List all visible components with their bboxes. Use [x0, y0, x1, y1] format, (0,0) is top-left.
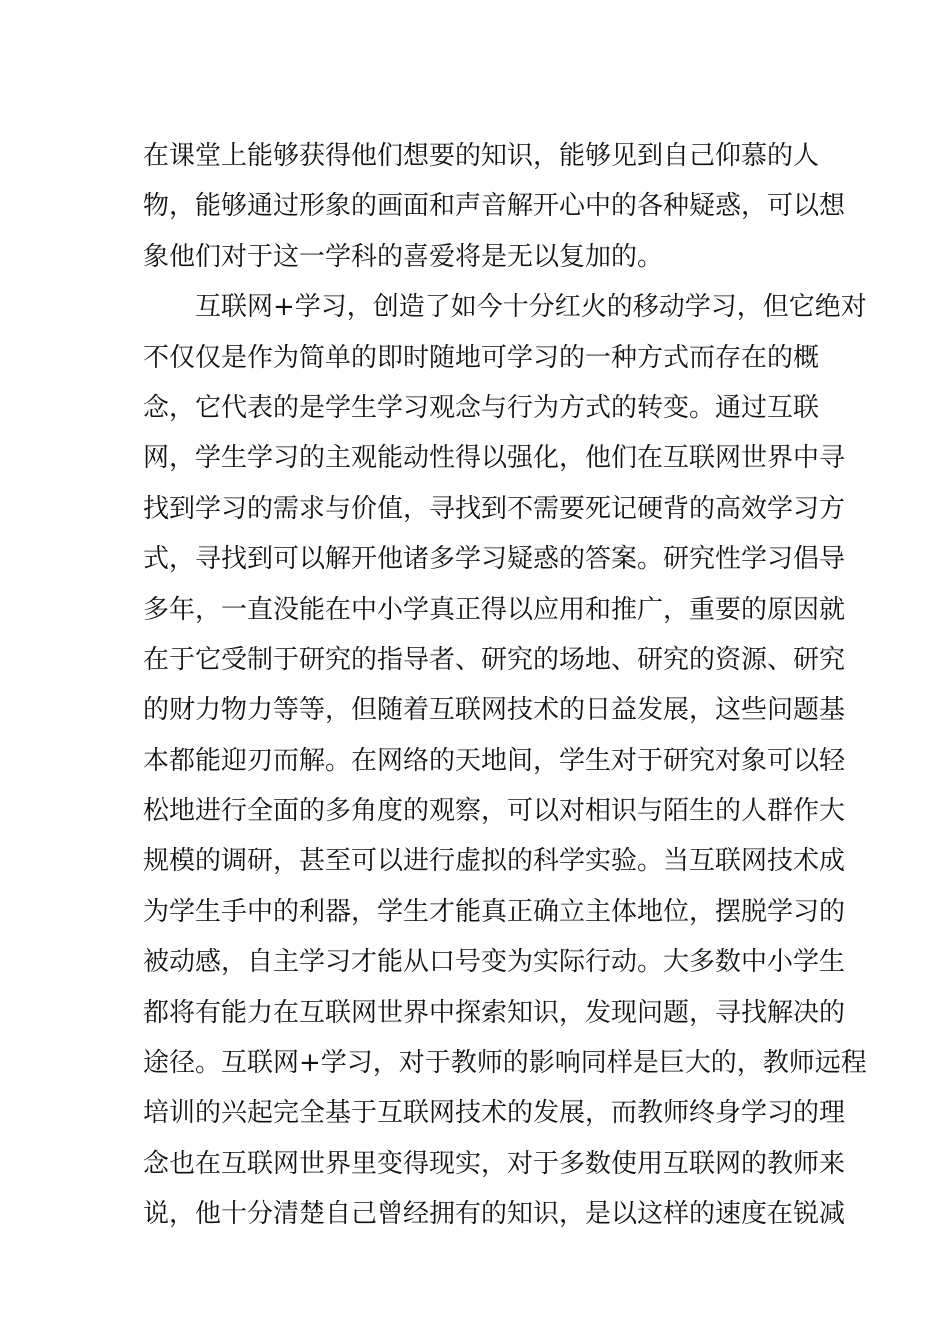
text-line: 被动感，自主学习才能从口号变为实际行动。大多数中小学生: [143, 947, 846, 978]
text-line: 念也在互联网世界里变得现实，对于多数使用互联网的教师来: [143, 1148, 846, 1179]
text-line: 在于它受制于研究的指导者、研究的场地、研究的资源、研究: [143, 644, 846, 675]
text-line: 找到学习的需求与价值，寻找到不需要死记硬背的高效学习方: [143, 493, 846, 524]
text-line: 都将有能力在互联网世界中探索知识，发现问题，寻找解决的: [143, 997, 846, 1028]
text-line: 规模的调研，甚至可以进行虚拟的科学实验。当互联网技术成: [143, 846, 846, 877]
text-line: 网，学生学习的主观能动性得以强化，他们在互联网世界中寻: [143, 443, 846, 474]
paragraph-2: [143, 282, 867, 1239]
text-line: 多年，一直没能在中小学真正得以应用和推广，重要的原因就: [143, 594, 846, 625]
text-line: 松地进行全面的多角度的观察，可以对相识与陌生的人群作大: [143, 796, 846, 827]
text-line: 物，能够通过形象的画面和声音解开心中的各种疑惑，可以想: [143, 191, 846, 222]
text-line: 的财力物力等等，但随着互联网技术的日益发展，这些问题基: [143, 695, 846, 726]
text-line: 在课堂上能够获得他们想要的知识，能够见到自己仰慕的人: [143, 141, 820, 171]
text-line: 式，寻找到可以解开他诸多学习疑惑的答案。研究性学习倡导: [143, 544, 846, 575]
text-line: 象他们对于这一学科的喜爱将是无以复加的。: [143, 241, 664, 272]
text-line: 念，它代表的是学生学习观念与行为方式的转变。通过互联: [143, 392, 820, 423]
text-line: 本都能迎刃而解。在网络的天地间，学生对于研究对象可以轻: [143, 745, 846, 776]
text-line: 互联网+学习，创造了如今十分红火的移动学习，但它绝对: [195, 292, 867, 323]
text-line: 培训的兴起完全基于互联网技术的发展，而教师终身学习的理: [143, 1098, 846, 1129]
document-body: [143, 131, 867, 1240]
text-line: 说，他十分清楚自己曾经拥有的知识，是以这样的速度在锐减: [143, 1199, 846, 1230]
text-line: 不仅仅是作为简单的即时随地可学习的一种方式而存在的概: [143, 342, 820, 373]
text-line: 为学生手中的利器，学生才能真正确立主体地位，摆脱学习的: [143, 896, 846, 927]
paragraph-1: [143, 131, 846, 282]
text-line: 途径。互联网+学习，对于教师的影响同样是巨大的，教师远程: [143, 1048, 867, 1079]
